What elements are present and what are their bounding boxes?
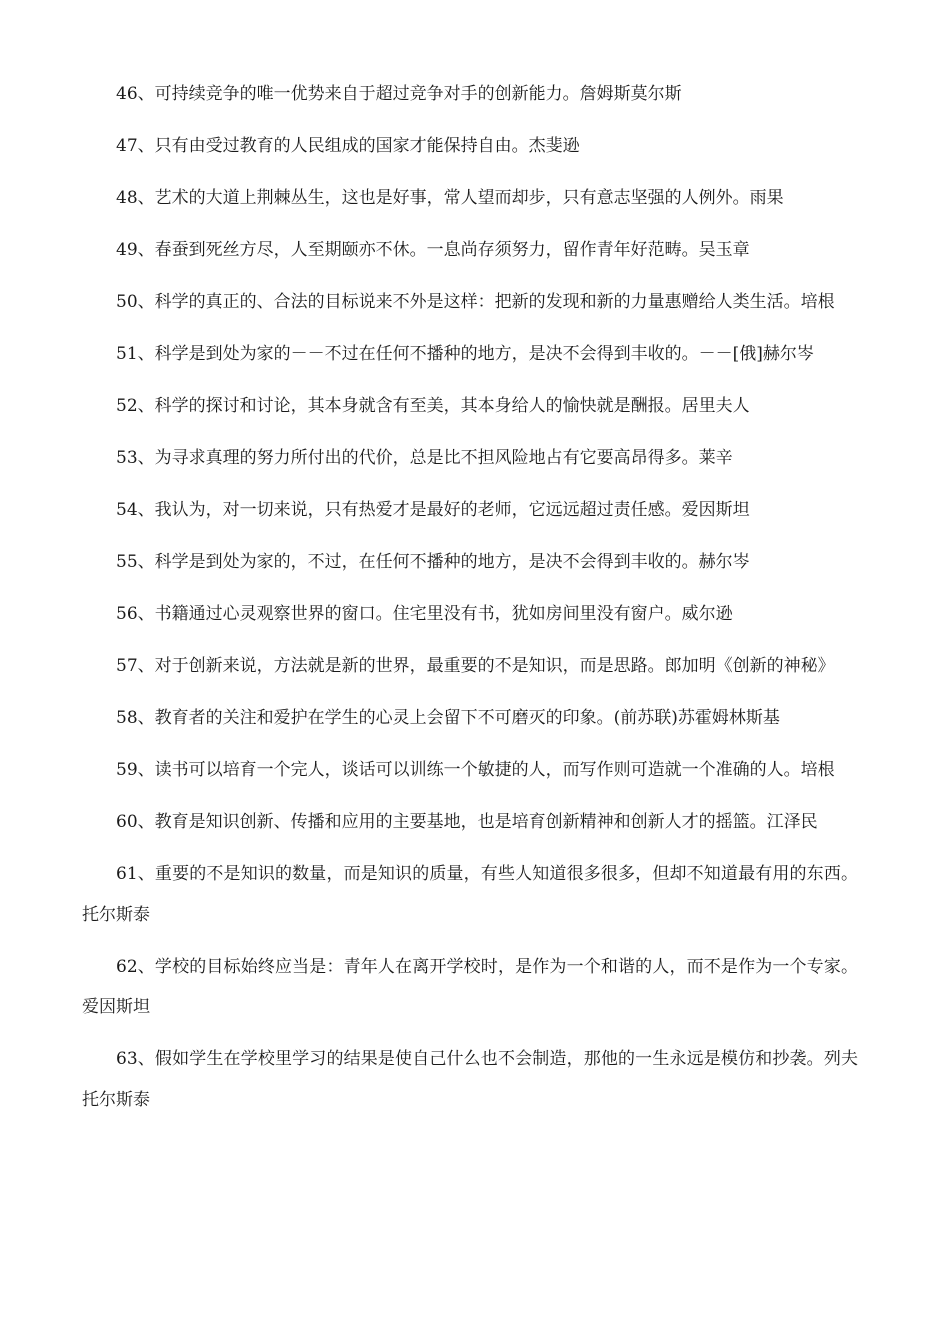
quote-56: 56、书籍通过心灵观察世界的窗口。住宅里没有书，犹如房间里没有窗户。威尔逊 — [116, 604, 733, 624]
quote-53: 53、为寻求真理的努力所付出的代价，总是比不担风险地占有它要高昂得多。莱辛 — [116, 448, 733, 468]
quote-51: 51、科学是到处为家的－－不过在任何不播种的地方，是决不会得到丰收的。－－[俄]赫尔岑 — [116, 344, 814, 364]
quote-62: 62、学校的目标始终应当是：青年人在离开学校时，是作为一个和谐的人，而不是作为一个专家。爱因斯坦 — [82, 956, 858, 1017]
quote-58: 58、教育者的关注和爱护在学生的心灵上会留下不可磨灭的印象。(前苏联)苏霍姆林斯基 — [116, 708, 780, 728]
quote-57: 57、对于创新来说，方法就是新的世界，最重要的不是知识，而是思路。郎加明《创新的神秘》 — [116, 656, 835, 676]
quote-63: 63、假如学生在学校里学习的结果是使自己什么也不会制造，那他的一生永远是模仿和抄袭。列夫托尔斯泰 — [82, 1049, 858, 1110]
quote-46: 46、可持续竞争的唯一优势来自于超过竞争对手的创新能力。詹姆斯莫尔斯 — [116, 84, 682, 104]
quote-list — [82, 74, 858, 1132]
quote-47: 47、只有由受过教育的人民组成的国家才能保持自由。杰斐逊 — [116, 136, 580, 156]
quote-60: 60、教育是知识创新、传播和应用的主要基地，也是培育创新精神和创新人才的摇篮。江泽民 — [116, 812, 818, 832]
quote-50: 50、科学的真正的、合法的目标说来不外是这样：把新的发现和新的力量惠赠给人类生活。培根 — [116, 292, 835, 312]
quote-49: 49、春蚕到死丝方尽，人至期颐亦不休。一息尚存须努力，留作青年好范畴。吴玉章 — [116, 240, 750, 260]
quote-52: 52、科学的探讨和讨论，其本身就含有至美，其本身给人的愉快就是酬报。居里夫人 — [116, 396, 750, 416]
quote-59: 59、读书可以培育一个完人，谈话可以训练一个敏捷的人，而写作则可造就一个准确的人。培根 — [116, 760, 835, 780]
quote-54: 54、我认为，对一切来说，只有热爱才是最好的老师，它远远超过责任感。爱因斯坦 — [116, 500, 750, 520]
quote-61: 61、重要的不是知识的数量，而是知识的质量，有些人知道很多很多，但却不知道最有用的东西。托尔斯泰 — [82, 864, 858, 925]
quote-48: 48、艺术的大道上荆棘丛生，这也是好事，常人望而却步，只有意志坚强的人例外。雨果 — [116, 188, 784, 208]
quote-55: 55、科学是到处为家的，不过，在任何不播种的地方，是决不会得到丰收的。赫尔岑 — [116, 552, 750, 572]
